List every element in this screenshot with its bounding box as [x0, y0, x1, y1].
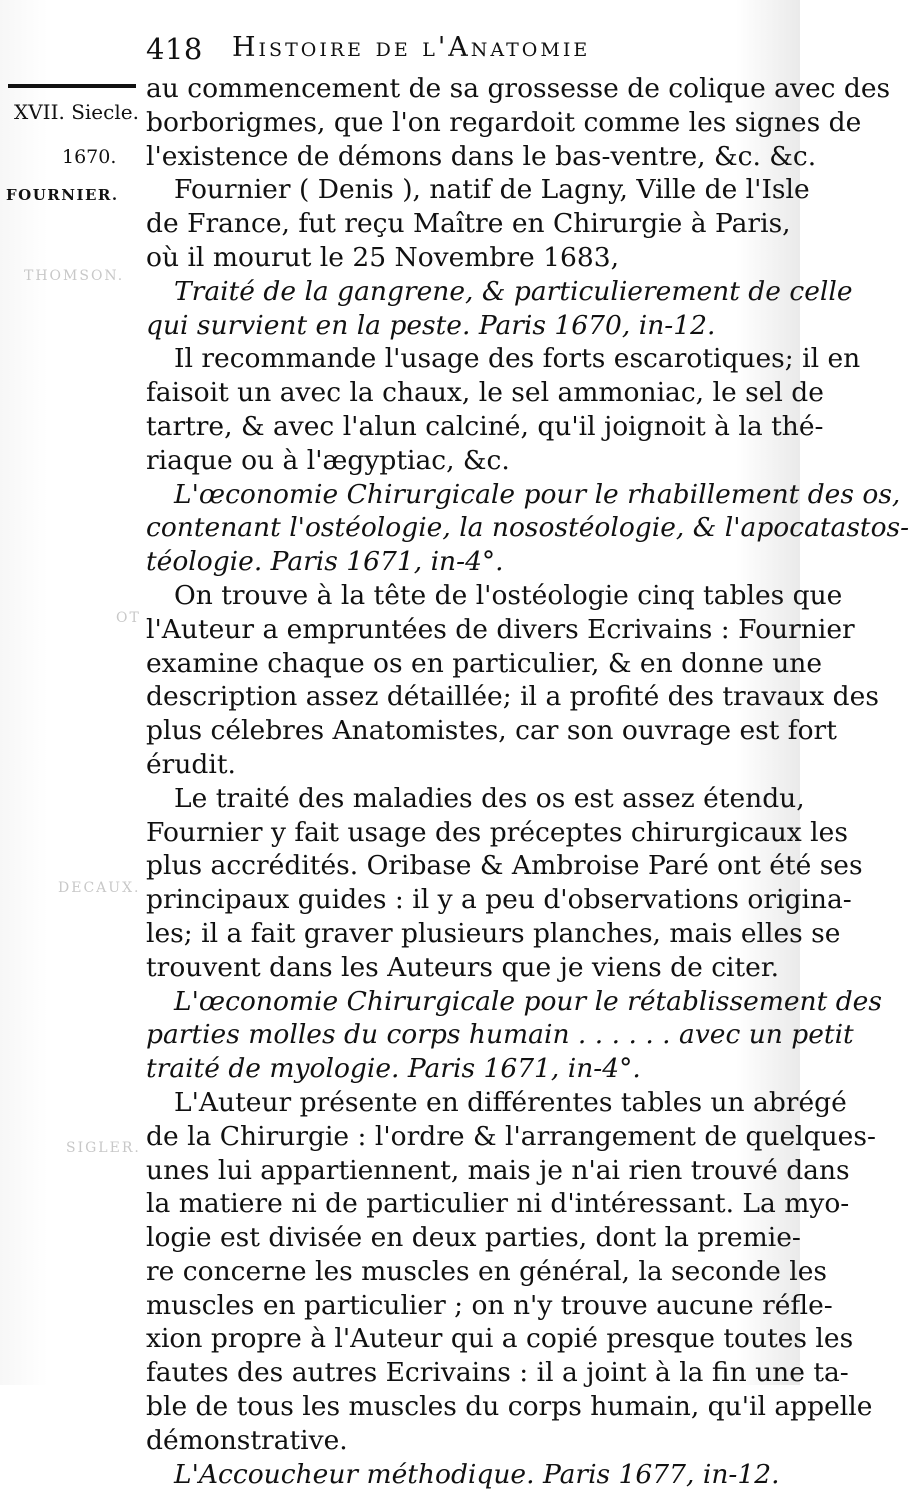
text-line: fautes des autres Ecrivains : il a joint à la fin une ta-	[146, 1357, 849, 1389]
text-line: de la Chirurgie : l'ordre & l'arrangement de quelques-	[146, 1120, 876, 1152]
text-line: érudit.	[146, 748, 236, 780]
text-line: plus célebres Anatomistes, car son ouvrage est fort	[146, 715, 837, 747]
text-line: borborigmes, que l'on regardoit comme les signes de	[146, 106, 862, 138]
bleed-through-margin-note: DECAUX.	[58, 880, 141, 896]
text-line: L'Auteur présente en différentes tables un abrégé	[174, 1086, 847, 1118]
text-line: L'œconomie Chirurgicale pour le rhabillement des os,	[174, 478, 901, 510]
text-line: tartre, & avec l'alun calciné, qu'il joignoit à la thé-	[146, 410, 824, 442]
text-line: faisoit un avec la chaux, le sel ammoniac, le sel de	[146, 377, 824, 409]
text-line: L'Accoucheur méthodique. Paris 1677, in-12.	[174, 1458, 780, 1490]
text-line: L'œconomie Chirurgicale pour le rétablissement des	[174, 985, 882, 1017]
text-line: traité de myologie. Paris 1671, in-4°.	[146, 1053, 641, 1085]
text-line: Traité de la gangrene, & particulierement de celle	[174, 275, 853, 307]
text-line: les; il a fait graver plusieurs planches, mais elles se	[146, 917, 841, 949]
text-line: description assez détaillée; il a profité des travaux des	[146, 681, 879, 713]
text-line: muscles en particulier ; on n'y trouve aucune réfle-	[146, 1289, 833, 1321]
text-line: plus accrédités. Oribase & Ambroise Paré ont été ses	[146, 850, 863, 882]
section-rule	[8, 84, 136, 88]
bleed-through-margin-note: THOMSON.	[24, 268, 125, 284]
bleed-through-margin-note: OT	[116, 610, 141, 626]
text-line: re concerne les muscles en général, la seconde les	[146, 1255, 828, 1287]
text-line: contenant l'ostéologie, la nosostéologie, & l'apocatastos-	[146, 512, 909, 544]
text-line: téologie. Paris 1671, in-4°.	[146, 546, 504, 578]
margin-century: XVII. Siecle.	[14, 100, 139, 124]
text-line: la matiere ni de particulier ni d'intéressant. La myo-	[146, 1188, 850, 1220]
text-line: Il recommande l'usage des forts escarotiques; il en	[174, 343, 861, 375]
body-text	[146, 72, 909, 1491]
text-line: Le traité des maladies des os est assez étendu,	[174, 782, 805, 814]
page-number: 418	[146, 32, 203, 66]
text-line: examine chaque os en particulier, & en donne une	[146, 647, 823, 679]
text-line: qui survient en la peste. Paris 1670, in-12.	[146, 309, 716, 341]
text-line: de France, fut reçu Maître en Chirurgie à Paris,	[146, 208, 791, 240]
text-line: Fournier y fait usage des préceptes chirurgicaux les	[146, 816, 848, 848]
text-line: l'existence de démons dans le bas-ventre, &c. &c.	[146, 140, 817, 172]
running-title: Histoire de l'Anatomie	[232, 32, 591, 63]
text-line: principaux guides : il y a peu d'observations origina-	[146, 884, 852, 916]
text-line: démonstrative.	[146, 1424, 348, 1456]
text-line: unes lui appartiennent, mais je n'ai rien trouvé dans	[146, 1154, 850, 1186]
text-line: parties molles du corps humain . . . . . . avec un petit	[146, 1019, 854, 1051]
text-line: trouvent dans les Auteurs que je viens de citer.	[146, 951, 780, 983]
text-line: au commencement de sa grossesse de colique avec des	[146, 73, 891, 104]
page-header	[146, 32, 786, 72]
text-line: l'Auteur a empruntées de divers Ecrivains : Fournier	[146, 613, 855, 645]
text-line: xion propre à l'Auteur qui a copié presque toutes les	[146, 1323, 854, 1355]
margin-year: 1670.	[62, 146, 117, 168]
text-line: logie est divisée en deux parties, dont la premie-	[146, 1222, 801, 1254]
text-line: On trouve à la tête de l'ostéologie cinq tables que	[174, 579, 843, 611]
text-line: Fournier ( Denis ), natif de Lagny, Ville de l'Isle	[174, 174, 810, 206]
text-line: riaque ou à l'ægyptiac, &c.	[146, 444, 510, 476]
bleed-through-margin-note: SIGLER.	[66, 1140, 141, 1156]
text-line: où il mourut le 25 Novembre 1683,	[146, 241, 620, 273]
text-line: ble de tous les muscles du corps humain, qu'il appelle	[146, 1391, 873, 1423]
margin-author-name: FOURNIER.	[6, 186, 119, 204]
